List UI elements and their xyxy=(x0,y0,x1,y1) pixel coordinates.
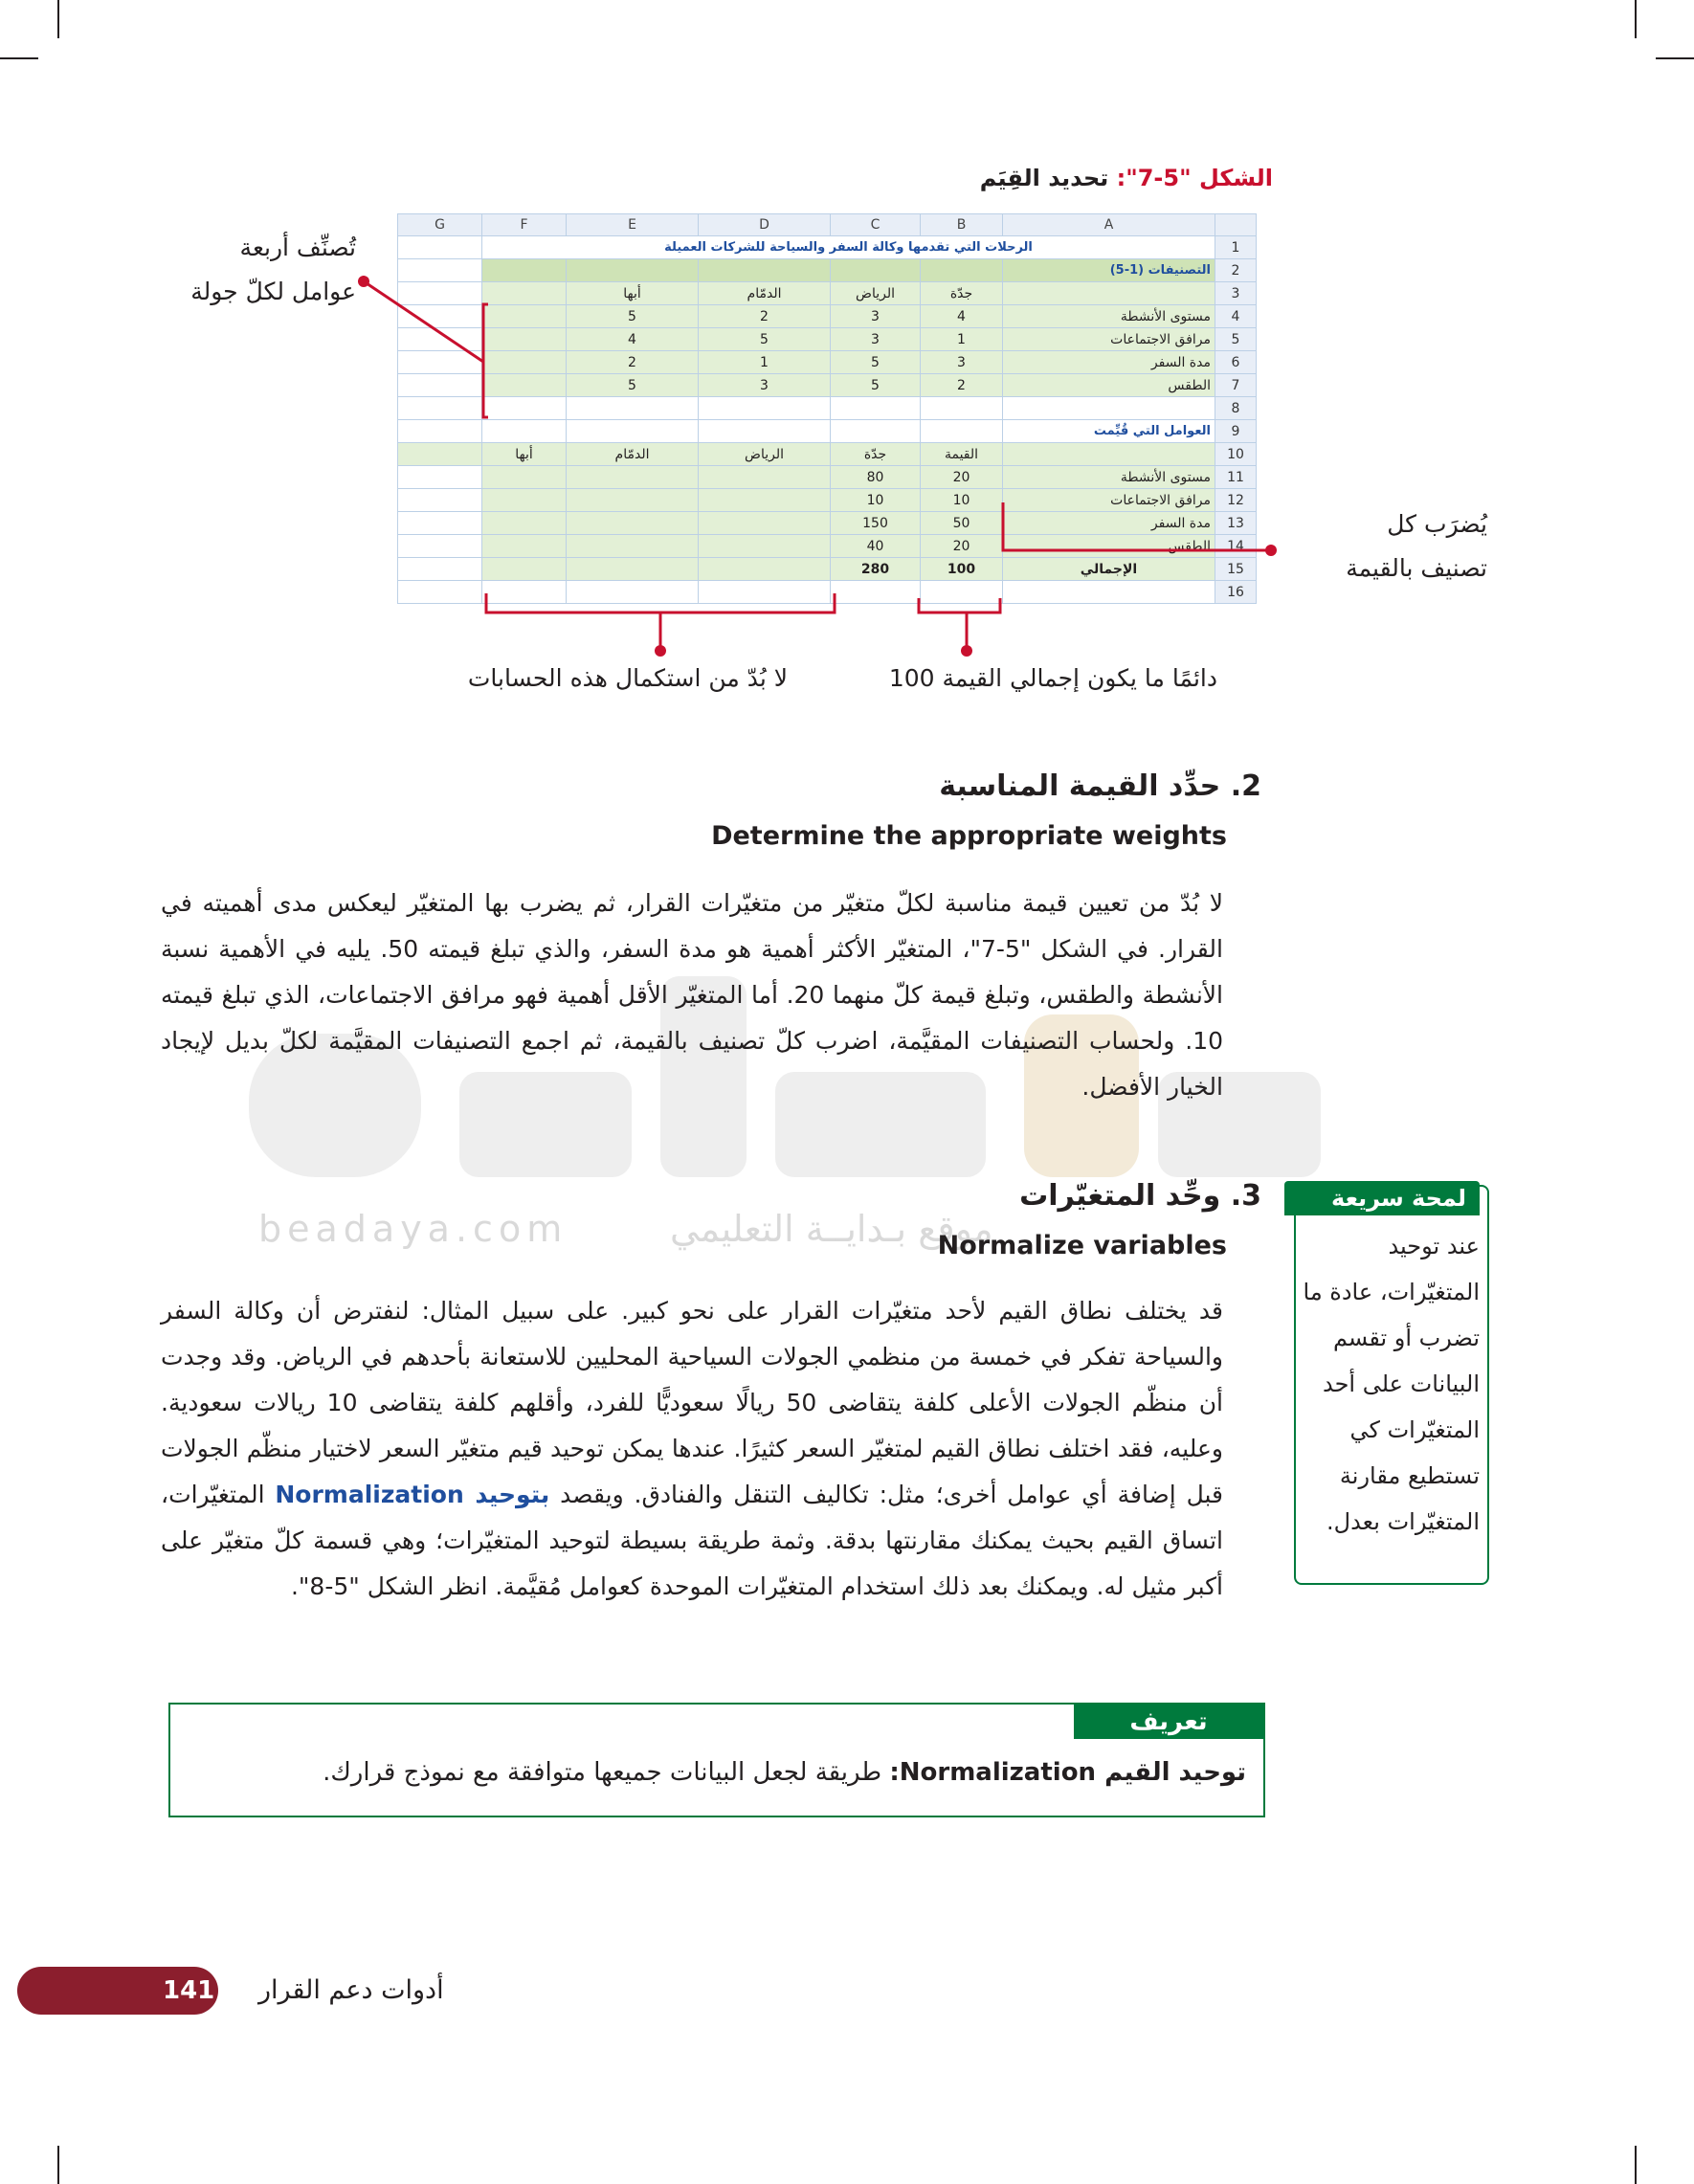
table-cell: القيمة xyxy=(921,443,1003,466)
row-number: 7 xyxy=(1215,374,1257,397)
table-cell: 40 xyxy=(831,535,921,558)
definition-term: توحيد القيم Normalization: xyxy=(889,1758,1246,1787)
callout-dot xyxy=(1265,545,1277,556)
factor-label: مستوى الأنشطة xyxy=(1003,305,1215,328)
quick-tip-body: عند توحيد المتغيّرات، عادة ما تضرب أو تقسم البيانات على أحد المتغيّرات كي تستطيع مقارنة المتغيّرات بعدل. xyxy=(1303,1233,1480,1535)
callout-dot xyxy=(358,276,369,287)
figure-caption: تحديد القِيَم xyxy=(979,165,1109,191)
callout-dot xyxy=(961,645,972,657)
total-label: الإجمالي xyxy=(1003,558,1215,581)
row-number: 15 xyxy=(1215,558,1257,581)
bracket-bottom-left xyxy=(486,593,835,613)
factor-label: مستوى الأنشطة xyxy=(1003,466,1215,489)
table-cell: 4 xyxy=(567,328,699,351)
column-header: B xyxy=(921,214,1003,236)
table-cell: 1 xyxy=(699,351,831,374)
section-3-body-b: المتغيّرات، اتساق القيم بحيث يمكنك مقارنتها بدقة. وثمة طريقة بسيطة لتوحيد المتغيّرات؛ وهي قسمة كلّ متغيّر على أكبر مثيل له. ويمكنك بعد ذلك استخدام المتغيّرات الموحدة كعوامل مُقيَّمة. انظر الشكل "5-8". xyxy=(161,1481,1223,1600)
column-header: F xyxy=(482,214,567,236)
table-cell: 150 xyxy=(831,512,921,535)
column-header: G xyxy=(398,214,482,236)
normalization-term: بتوحيد Normalization xyxy=(275,1481,550,1508)
section-3-title: 3. وحِّد المتغيّرات xyxy=(1019,1179,1261,1213)
table-cell: الرياض xyxy=(699,443,831,466)
row-number: 12 xyxy=(1215,489,1257,512)
callout-line: تُصنِّف أربعة xyxy=(239,234,356,261)
row-number: 1 xyxy=(1215,236,1257,259)
table-cell: 4 xyxy=(921,305,1003,328)
table-cell: 5 xyxy=(831,351,921,374)
factor-label: الطقس xyxy=(1003,374,1215,397)
row-number: 4 xyxy=(1215,305,1257,328)
section-2-body: لا بُدّ من تعيين قيمة مناسبة لكلّ متغيّر من متغيّرات القرار، ثم يضرب بها المتغيّر ليعكس مدى أهميته في القرار. في الشكل "5-7"، المتغيّر الأكثر أهمية هو مدة السفر، والذي تبلغ قيمته 50. يليه في الأهمية نسبة الأنشطة والطقس، وتبلغ قيمة كلّ منهما 20. أما المتغيّر الأقل أهمية فهو مرافق الاجتماعات، الذي تبلغ قيمته 10. ولحساب التصنيفات المقيَّمة، اضرب كلّ تصنيف بالقيمة، ثم اجمع التصنيفات المقيَّمة لكلّ بديل لإيجاد الخيار الأفضل. xyxy=(161,889,1223,1101)
table-cell: 280 xyxy=(831,558,921,581)
weights-label: العوامل التي قُيِّمت xyxy=(1003,420,1215,443)
definition-box xyxy=(168,1703,1265,1817)
leader-classify xyxy=(364,281,483,362)
row-number: 8 xyxy=(1215,397,1257,420)
definition-text xyxy=(323,1758,1246,1787)
column-header: C xyxy=(831,214,921,236)
factor-label: مدة السفر xyxy=(1003,351,1215,374)
row-number: 9 xyxy=(1215,420,1257,443)
table-cell: الدمّام xyxy=(699,282,831,305)
ratings-label: التصنيفات (1-5) xyxy=(1003,259,1215,282)
section-3-body xyxy=(161,1288,1223,1610)
row-number: 6 xyxy=(1215,351,1257,374)
table-cell: 100 xyxy=(921,558,1003,581)
table-cell: 3 xyxy=(699,374,831,397)
row-number: 16 xyxy=(1215,581,1257,604)
callout-line: يُضرَب كل xyxy=(1387,510,1487,538)
callout-complete: لا بُدّ من استكمال هذه الحسابات xyxy=(467,664,788,692)
table-cell: 1 xyxy=(921,328,1003,351)
factor-label: الطقس xyxy=(1003,535,1215,558)
bracket-bottom-mid xyxy=(919,598,1000,613)
row-number: 11 xyxy=(1215,466,1257,489)
watermark-latin: beadaya.com xyxy=(258,1208,568,1250)
table-cell: 2 xyxy=(921,374,1003,397)
bracket-right-bottom xyxy=(1003,502,1271,550)
section-3-body-a: قد يختلف نطاق القيم لأحد متغيّرات القرار على نحو كبير. على سبيل المثال: لنفترض أن وكالة السفر والسياحة تفكر في خمسة من منظمي الجولات السياحية المحليين للاستعانة بأحدهم في الرياض. وقد وجدت أن منظّم الجولات الأعلى كلفة يتقاضى 50 ريالًا سعوديًّا للفرد، وأقلهم كلفة يتقاضى 10 ريالات سعودية. وعليه، فقد اختلف نطاق القيم لمتغيّر السعر كثيرًا. عندها يمكن توحيد قيم متغيّر السعر لاختيار منظّم الجولات قبل إضافة أي عوامل أخرى؛ مثل: تكاليف التنقل والفنادق. ويقصد xyxy=(161,1297,1224,1508)
definition-body: طريقة لجعل البيانات جميعها متوافقة مع نموذج قرارك. xyxy=(323,1758,882,1787)
column-header: D xyxy=(699,214,831,236)
table-cell: 10 xyxy=(921,489,1003,512)
section-2-title-en: Determine the appropriate weights xyxy=(711,821,1227,851)
callout-line: تصنيف بالقيمة xyxy=(1346,554,1487,582)
table-cell: أبها xyxy=(567,282,699,305)
table-cell: الرياض xyxy=(831,282,921,305)
table-cell: 20 xyxy=(921,535,1003,558)
sheet-title: الرحلات التي تقدمها وكالة السفر والسياحة للشركات العميلة xyxy=(482,236,1215,259)
table-cell: 3 xyxy=(921,351,1003,374)
table-cell: 3 xyxy=(831,328,921,351)
bracket-left-top xyxy=(483,304,488,417)
table-cell: 5 xyxy=(567,305,699,328)
section-2-title: 2. حدِّد القيمة المناسبة xyxy=(939,769,1261,803)
table-cell: 50 xyxy=(921,512,1003,535)
table-cell: الدمّام xyxy=(567,443,699,466)
table-cell: 80 xyxy=(831,466,921,489)
row-number: 2 xyxy=(1215,259,1257,282)
factor-label: مرافق الاجتماعات xyxy=(1003,328,1215,351)
callout-always: دائمًا ما يكون إجمالي القيمة 100 xyxy=(888,664,1217,692)
page-number: 141 xyxy=(163,1976,215,2005)
callout-dot xyxy=(655,645,666,657)
definition-heading: تعريف xyxy=(1074,1705,1263,1739)
table-cell: 10 xyxy=(831,489,921,512)
table-cell: 20 xyxy=(921,466,1003,489)
callout-line: عوامل لكلّ جولة xyxy=(190,278,356,305)
quick-tip-box xyxy=(1294,1185,1489,1585)
callout-classify xyxy=(190,226,356,314)
table-cell: 2 xyxy=(699,305,831,328)
section-3-title-en: Normalize variables xyxy=(937,1231,1227,1260)
row-number: 10 xyxy=(1215,443,1257,466)
table-cell: جدّة xyxy=(921,282,1003,305)
table-cell: 2 xyxy=(567,351,699,374)
table-cell: 5 xyxy=(699,328,831,351)
quick-tip-heading: لمحة سريعة xyxy=(1284,1181,1480,1215)
table-cell: 5 xyxy=(567,374,699,397)
watermark-arabic: موقع بـدايــة التعليمي xyxy=(670,1208,993,1250)
row-number: 5 xyxy=(1215,328,1257,351)
table-cell: جدّة xyxy=(831,443,921,466)
callout-multiply xyxy=(1346,502,1487,591)
column-header: E xyxy=(567,214,699,236)
factor-label: مدة السفر xyxy=(1003,512,1215,535)
factor-label: مرافق الاجتماعات xyxy=(1003,489,1215,512)
column-header: A xyxy=(1003,214,1215,236)
table-cell: 3 xyxy=(831,305,921,328)
table-cell: 5 xyxy=(831,374,921,397)
table-cell: أبها xyxy=(482,443,567,466)
figure-label: الشكل "5-7": xyxy=(1116,165,1273,191)
row-number: 13 xyxy=(1215,512,1257,535)
row-number: 14 xyxy=(1215,535,1257,558)
row-number: 3 xyxy=(1215,282,1257,305)
footer-title: أدوات دعم القرار xyxy=(258,1975,444,2005)
